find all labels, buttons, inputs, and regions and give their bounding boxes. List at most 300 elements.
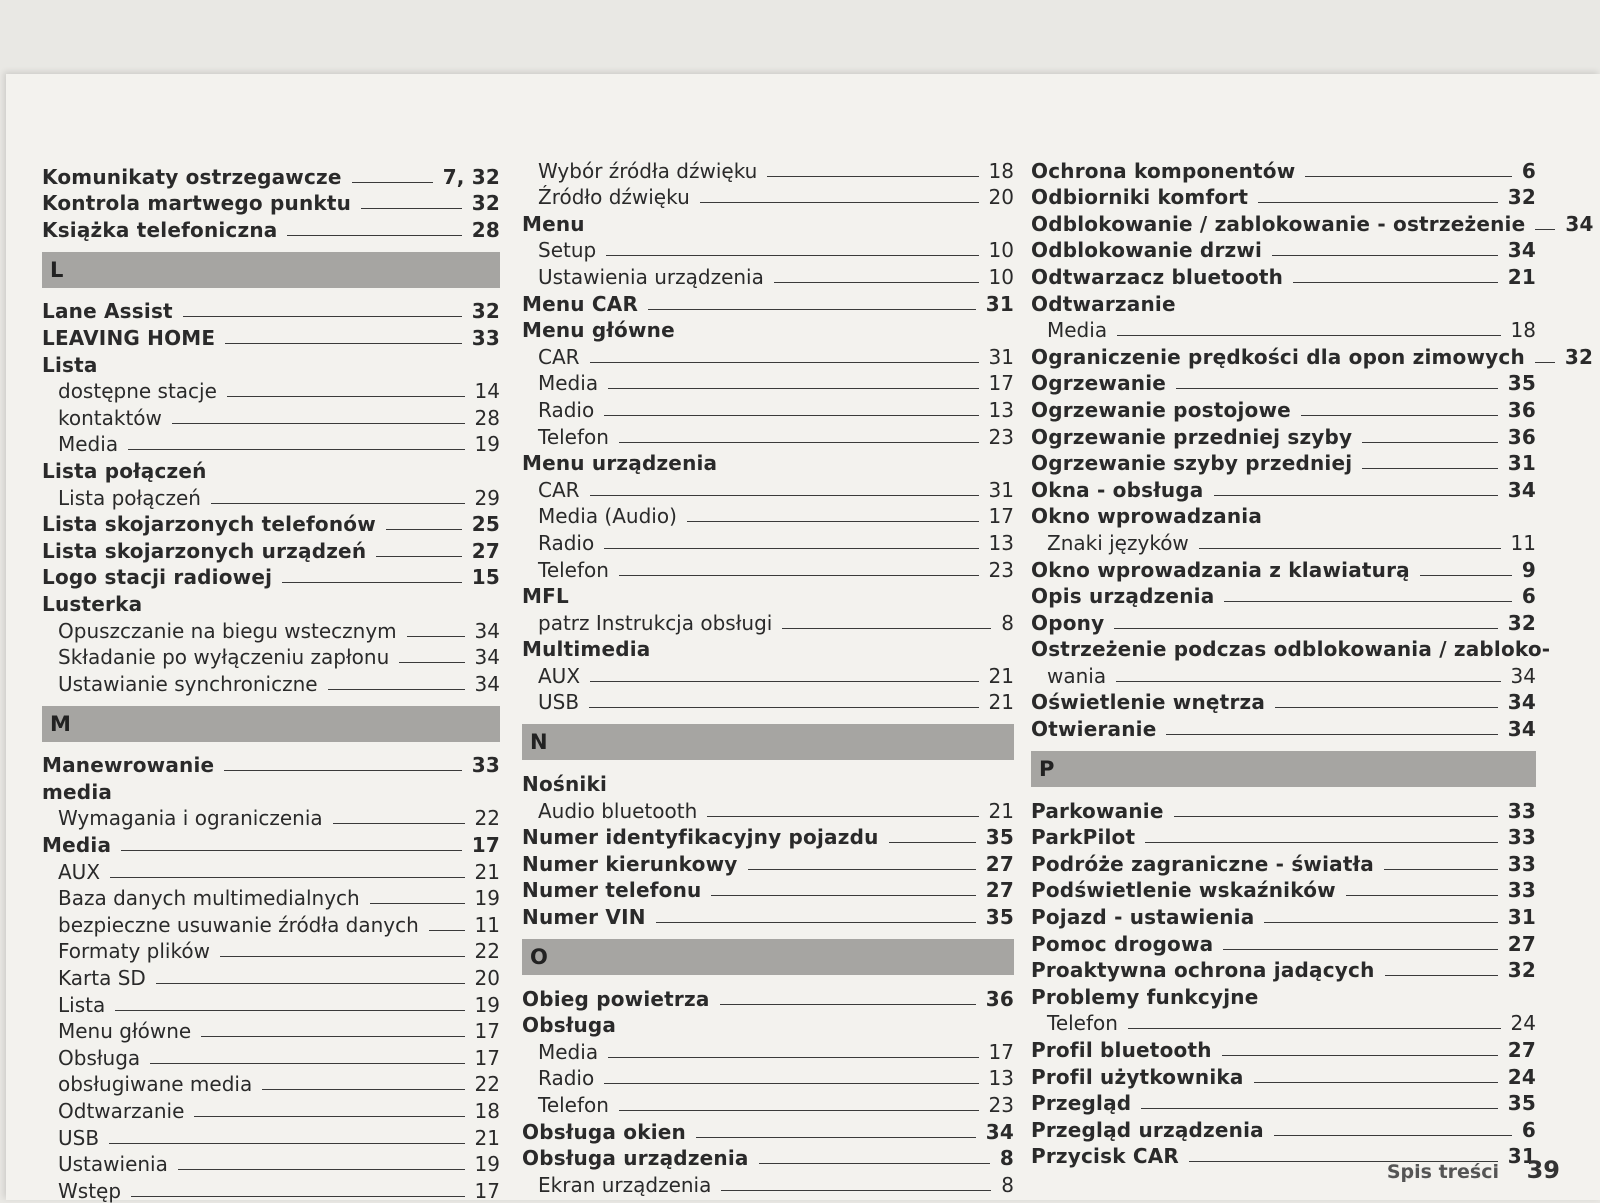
entry-term: dostępne stacje [58,379,217,404]
entry-page: 23 [988,424,1014,449]
entry-term: Obsługa [522,1013,617,1038]
entry-page: 31 [988,344,1014,369]
entry-term: Logo stacji radiowej [42,565,273,590]
index-entry [42,456,500,483]
index-subentry [522,342,1014,369]
entry-page: 36 [1507,397,1536,422]
index-subentry [522,502,1014,529]
entry-term: Okno wprowadzania z klawiaturą [1031,557,1410,582]
index-entry [1031,262,1536,289]
index-subentry [42,910,500,937]
leader-line [1174,816,1498,817]
entry-term: Multimedia [522,637,651,662]
leader-line [121,850,462,851]
leader-line [1272,255,1498,256]
leader-line [1385,975,1498,976]
leader-line [1362,442,1497,443]
index-subentry [522,1037,1014,1064]
index-entry [1031,902,1536,929]
entry-page: 35 [1507,1091,1536,1116]
index-entry [42,215,500,242]
leader-line [1275,707,1498,708]
index-subentry [522,528,1014,555]
entry-page: 33 [1507,825,1536,850]
leader-line [1346,895,1498,896]
entry-term: USB [58,1125,100,1150]
entry-term: Ekran urządzenia [538,1172,712,1197]
entry-term: Lista skojarzonych telefonów [42,512,376,537]
entry-page: 21 [988,690,1014,715]
entry-page: 35 [985,825,1014,850]
index-subentry [1031,1009,1536,1036]
index-subentry [522,796,1014,823]
entry-page: 33 [1507,798,1536,823]
entry-term: Źródło dźwięku [538,185,690,210]
leader-line [720,1004,976,1005]
index-entry [1031,502,1536,529]
leader-line [115,1010,464,1011]
leader-line [687,521,979,522]
entry-term: Otwieranie [1031,717,1157,742]
leader-line [224,770,461,771]
leader-line [1258,202,1498,203]
leader-line [225,343,461,344]
entry-page: 32 [1507,185,1536,210]
leader-line [648,309,976,310]
index-subentry [522,475,1014,502]
entry-term: Odtwarzanie [1031,291,1176,316]
leader-line [328,689,465,690]
index-entry [1031,289,1536,316]
index-entry [1031,395,1536,422]
index-entry [1031,156,1536,183]
index-subentry [1031,316,1536,343]
entry-page: 27 [985,851,1014,876]
entry-page: 17 [988,371,1014,396]
leader-line [1535,362,1555,363]
leader-line [1145,842,1498,843]
index-subentry [1031,528,1536,555]
index-subentry [522,395,1014,422]
leader-line [201,1036,464,1037]
entry-page: 21 [988,798,1014,823]
entry-term: Ustawianie synchroniczne [58,671,318,696]
entry-page: 32 [1564,344,1594,369]
leader-line [376,556,462,557]
leader-line [110,877,465,878]
index-entry [42,350,500,377]
leader-line [782,628,991,629]
leader-line [721,1190,991,1191]
entry-term: Odblokowanie drzwi [1031,238,1263,263]
index-subentry [42,884,500,911]
leader-line [1114,628,1497,629]
leader-line [604,1083,978,1084]
entry-term: Ogrzewanie przedniej szyby [1031,424,1353,449]
section-letter: M [42,706,500,742]
index-entry [1031,688,1536,715]
entry-term: Ustawienia urządzenia [538,264,764,289]
entry-page: 32 [1507,610,1536,635]
leader-line [1254,1082,1498,1083]
entry-page: 34 [1510,663,1536,688]
index-entry [42,297,500,324]
entry-page: 7, 32 [442,164,500,189]
leader-line [194,1116,464,1117]
leader-line [590,362,979,363]
leader-line [767,176,978,177]
leader-line [156,983,465,984]
leader-line [619,1110,979,1111]
entry-term: Pomoc drogowa [1031,931,1214,956]
entry-term: Odbiorniki komfort [1031,185,1249,210]
entry-term: Opuszczanie na biegu wstecznym [58,618,397,643]
entry-page: 24 [1510,1011,1536,1036]
leader-line [606,255,978,256]
index-entry [1031,714,1536,741]
leader-line [589,707,978,708]
leader-line [1116,681,1500,682]
entry-term: Media [1047,318,1108,343]
leader-line [220,956,465,957]
leader-line [656,922,976,923]
leader-line [399,662,464,663]
leader-line [1384,869,1498,870]
index-subentry [42,1096,500,1123]
leader-line [700,202,979,203]
leader-line [604,415,978,416]
index-entry [522,876,1014,903]
entry-page: 6 [1521,584,1536,609]
entry-term: Numer kierunkowy [522,851,738,876]
leader-line [333,823,465,824]
index-entry [522,984,1014,1011]
entry-term: Menu [522,211,585,236]
entry-page: 36 [985,986,1014,1011]
entry-term: Lista połączeń [42,458,207,483]
entry-page: 17 [474,1045,500,1070]
entry-term: Okna - obsługa [1031,477,1204,502]
leader-line [1535,229,1555,230]
index-subentry [522,262,1014,289]
index-subentry [522,369,1014,396]
index-subentry [522,1090,1014,1117]
entry-term: Odtwarzacz bluetooth [1031,264,1284,289]
entry-term: Menu CAR [522,291,639,316]
leader-line [128,449,464,450]
entry-page: 31 [1507,905,1536,930]
section-letter: L [42,252,500,288]
leader-line [282,582,462,583]
entry-page: 32 [471,299,500,324]
index-entry [1031,475,1536,502]
leader-line [711,895,975,896]
index-entry [42,589,500,616]
entry-page: 17 [474,1019,500,1044]
leader-line [1223,949,1497,950]
leader-line [1117,335,1500,336]
entry-term: LEAVING HOME [42,325,216,350]
leader-line [361,208,462,209]
entry-page: 21 [474,1125,500,1150]
entry-term: kontaktów [58,405,162,430]
leader-line [1199,548,1501,549]
leader-line [1420,575,1512,576]
entry-page: 17 [471,833,500,858]
entry-term: Lista skojarzonych urządzeń [42,538,367,563]
index-entry [1031,342,1594,369]
leader-line [604,548,978,549]
index-entry [1031,236,1536,263]
index-entry [522,902,1014,929]
index-entry [522,849,1014,876]
index-entry [522,1011,1014,1038]
index-entry [1031,608,1536,635]
index-entry [42,536,500,563]
index-entry [42,777,500,804]
entry-page: 34 [474,618,500,643]
entry-page: 35 [1507,371,1536,396]
entry-page: 8 [1001,610,1014,635]
entry-page: 22 [474,1072,500,1097]
index-entry [1031,849,1536,876]
entry-page: 19 [474,886,500,911]
entry-term: Książka telefoniczna [42,217,278,242]
index-entry [1031,956,1536,983]
index-subentry [42,1176,500,1203]
index-entry [522,316,1014,343]
index-subentry [42,483,500,510]
leader-line [1128,1028,1501,1029]
entry-term: Numer VIN [522,905,646,930]
entry-term: Radio [538,397,595,422]
entry-term: Lista [42,352,98,377]
entry-page: 17 [988,1039,1014,1064]
entry-term: Telefon [538,424,609,449]
entry-term: Przegląd urządzenia [1031,1117,1264,1142]
index-subentry [1031,661,1536,688]
entry-page: 13 [988,1066,1014,1091]
leader-line [1166,734,1497,735]
entry-page: 10 [988,264,1014,289]
entry-term: Audio bluetooth [538,798,698,823]
leader-line [619,442,979,443]
entry-term: Ustawienia [58,1152,168,1177]
entry-term: Proaktywna ochrona jadących [1031,958,1375,983]
entry-page: 21 [988,663,1014,688]
index-subentry [522,422,1014,449]
leader-line [1362,468,1497,469]
entry-page: 27 [985,878,1014,903]
entry-term: Przegląd [1031,1091,1132,1116]
entry-term: Ogrzewanie szyby przedniej [1031,451,1353,476]
index-entry [1031,369,1536,396]
entry-term: Setup [538,238,597,263]
index-subentry [522,1064,1014,1091]
entry-page: 34 [1507,717,1536,742]
index-subentry [42,1043,500,1070]
entry-term: Problemy funkcyjne [1031,984,1259,1009]
leader-line [1224,601,1511,602]
index-subentry [522,661,1014,688]
entry-page: 32 [471,191,500,216]
leader-line [1264,922,1497,923]
entry-term: Ogrzewanie [1031,371,1167,396]
entry-page: 8 [999,1146,1014,1171]
entry-term: Numer identyfikacyjny pojazdu [522,825,879,850]
entry-term: Media [538,1039,599,1064]
entry-term: Okno wprowadzania [1031,504,1263,529]
entry-term: Wybór źródła dźwięku [538,158,758,183]
entry-term: Podświetlenie wskaźników [1031,878,1336,903]
leader-line [287,235,461,236]
index-entry [1031,1062,1536,1089]
entry-term: MFL [522,584,569,609]
entry-term: Radio [538,1066,595,1091]
leader-line [262,1089,464,1090]
leader-line [227,396,465,397]
entry-term: Wymagania i ograniczenia [58,806,323,831]
leader-line [1176,388,1498,389]
entry-page: 31 [985,291,1014,316]
index-entry [522,635,1014,662]
entry-page: 6 [1521,1117,1536,1142]
leader-line [370,903,465,904]
leader-line [429,930,465,931]
leader-line [150,1063,464,1064]
index-entry [522,582,1014,609]
section-letter: P [1031,751,1536,787]
entry-page: 18 [988,158,1014,183]
entry-term: Ograniczenie prędkości dla opon zimowych [1031,344,1525,369]
leader-line [1301,415,1498,416]
entry-page: 36 [1507,424,1536,449]
entry-term: Manewrowanie [42,753,215,778]
index-entry [42,323,500,350]
entry-page: 22 [474,806,500,831]
index-entry [1031,635,1551,662]
index-entry [42,830,500,857]
leader-line [774,282,979,283]
index-page [6,74,1600,1203]
entry-page: 21 [474,859,500,884]
entry-term: Numer telefonu [522,878,702,903]
index-subentry [42,1070,500,1097]
leader-line [183,316,462,317]
index-entry [1031,1035,1536,1062]
entry-term: bezpieczne usuwanie źródła danych [58,912,419,937]
entry-page: 9 [1521,557,1536,582]
entry-page: 28 [471,217,500,242]
index-subentry [522,608,1014,635]
entry-term: Telefon [1047,1011,1118,1036]
leader-line [608,388,978,389]
index-subentry [42,669,500,696]
index-column-1 [42,162,500,1203]
entry-term: Wstęp [58,1178,122,1203]
entry-term: Oświetlenie wnętrza [1031,690,1266,715]
leader-line [1214,495,1498,496]
leader-line [211,503,465,504]
page-footer [1387,1156,1560,1184]
index-entry [42,751,500,778]
entry-term: Nośniki [522,772,608,797]
index-entry [1031,982,1536,1009]
entry-term: Ogrzewanie postojowe [1031,397,1291,422]
section-letter: N [522,724,1014,760]
page-number: 39 [1526,1156,1560,1184]
entry-page: 34 [474,671,500,696]
entry-term: Media [42,833,112,858]
entry-term: patrz Instrukcja obsługi [538,610,773,635]
entry-term: Formaty plików [58,939,210,964]
entry-term: Media [538,371,599,396]
entry-page: 18 [1510,318,1536,343]
entry-term: Profil użytkownika [1031,1064,1244,1089]
index-entry [522,209,1014,236]
entry-term: Lane Assist [42,299,173,324]
entry-term: obsługiwane media [58,1072,253,1097]
leader-line [352,182,433,183]
index-subentry [42,963,500,990]
entry-page: 31 [1507,1144,1536,1169]
entry-term: Odtwarzanie [58,1099,185,1123]
entry-term: Media (Audio) [538,504,677,529]
index-entry [1031,823,1536,850]
entry-page: 34 [1507,238,1536,263]
entry-page: 34 [1565,211,1594,236]
entry-term: AUX [538,663,581,688]
entry-page: 34 [474,645,500,670]
index-subentry [42,616,500,643]
entry-term: Podróże zagraniczne - światła [1031,851,1374,876]
index-subentry [42,403,500,430]
entry-page: 20 [988,185,1014,210]
entry-page: 25 [471,512,500,537]
entry-term: Lusterka [42,591,143,616]
leader-line [131,1196,465,1197]
entry-page: 17 [988,504,1014,529]
entry-page: 14 [474,379,500,404]
index-entry [522,823,1014,850]
index-column-3 [1031,156,1594,1169]
index-subentry [42,1123,500,1150]
leader-line [386,529,462,530]
entry-page: 23 [988,1093,1014,1117]
index-subentry [42,377,500,404]
entry-term: Radio [538,530,595,555]
entry-page: 33 [471,753,500,778]
entry-term: Ostrzeżenie podczas odblokowania / zabloko- [1031,637,1551,662]
entry-page: 19 [474,432,500,457]
entry-term: Ochrona komponentów [1031,158,1296,183]
index-entry [42,563,500,590]
index-subentry [42,643,500,670]
entry-page: 17 [474,1178,500,1203]
index-entry [1031,209,1594,236]
entry-page: 24 [1507,1064,1536,1089]
entry-term: media [42,779,113,804]
entry-term: Opis urządzenia [1031,584,1215,609]
leader-line [1293,282,1498,283]
entry-page: 19 [474,1152,500,1177]
index-entry [42,510,500,537]
entry-page: 33 [1507,878,1536,903]
entry-term: Odblokowanie / zablokowanie - ostrzeżenie [1031,211,1526,236]
index-subentry [42,1017,500,1044]
entry-term: Karta SD [58,966,146,991]
leader-line [178,1169,465,1170]
